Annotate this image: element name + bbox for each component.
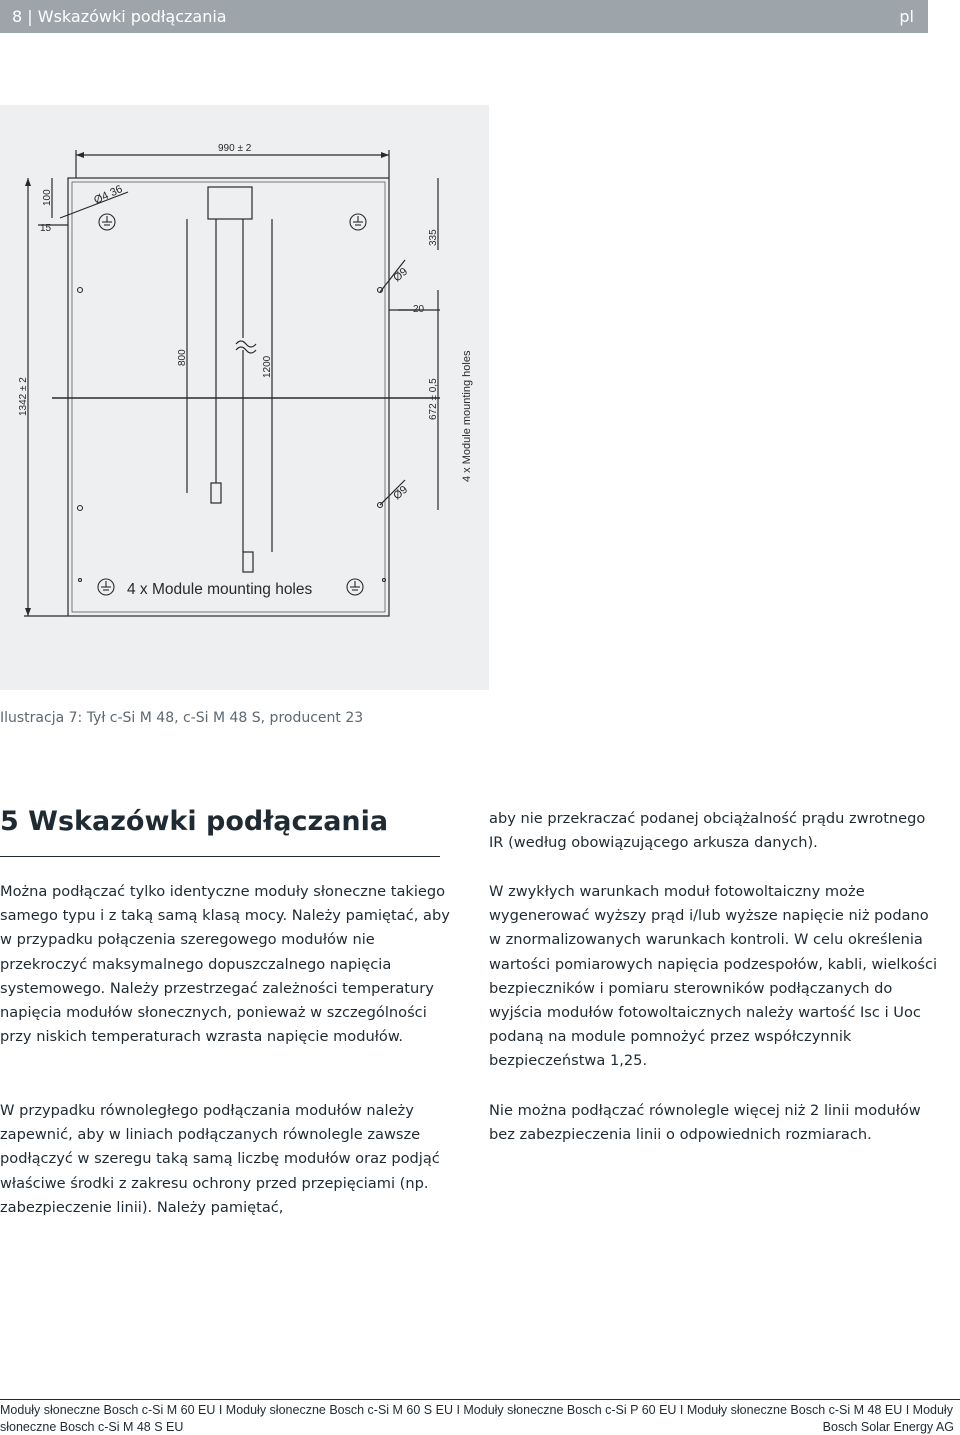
footer-products-line-2: słoneczne Bosch c-Si M 48 S EU [0, 1420, 184, 1434]
bottom-mounting-label: 4 x Module mounting holes [127, 581, 313, 598]
right-paragraph-3: Nie można podłączać równolegle więcej niż 2 linii modułów bez zabezpieczenia linii o odpowiednich rozmiarach. [489, 1102, 921, 1144]
section-divider [0, 856, 440, 857]
right-paragraph-1: aby nie przekraczać podanej obciążalność prądu zwrotnego IR (według obowiązującego arkusza danych). [489, 810, 926, 852]
dim-hole: Ø4 36 [92, 183, 125, 207]
dim-width: 990 ± 2 [218, 143, 252, 154]
left-paragraph-2: W przypadku równoległego podłączania modułów należy zapewnić, aby w liniach podłączanych równolegle zawsze podłączyć w szeregu taką samą liczbę modułów oraz podjąć właściwe środki z zakresu ochrony przed przepięciami (np. zabezpieczenie linii). Należy pamiętać, [0, 1102, 440, 1216]
dim-20: 20 [413, 304, 425, 315]
dim-d9-bottom: Ø9 [391, 483, 411, 503]
section-title: 5 Wskazówki podłączania [0, 806, 389, 837]
dim-height: 1342 ± 2 [18, 377, 29, 416]
dim-335: 335 [428, 229, 439, 246]
dim-100: 100 [42, 189, 53, 206]
right-paragraph-2: W zwykłych warunkach moduł fotowoltaiczny może wygenerować wyższy prąd i/lub wyższe napięcie niż podano w znormalizowanych warunkach kontroli. W celu określenia wartości pomiarowych napięcia podzespołów, kabli, wielkości bezpieczników i pomiaru sterowników podłączanych do wyjścia modułów fotowoltaicznych należy wartość Isc i Uoc podaną na module pomnożyć przez współczynnik bezpieczeństwa 1,25. [489, 883, 938, 1070]
left-paragraph-1: Można podłączać tylko identyczne moduły słoneczne takiego samego typu i z taką samą klasą mocy. Należy pamiętać, aby w przypadku połączenia szeregowego modułów nie przekroczyć maksymalnego dopuszczalnego napięcia systemowego. Należy przestrzegać zależności temperatury napięcia modułów słonecznych, ponieważ w szczególności przy niskich temperaturach wzrasta napięcie modułów. [0, 883, 450, 1046]
module-back-drawing [0, 105, 489, 690]
dim-672: 672 ± 0,5 [428, 378, 439, 420]
footer-divider [0, 1399, 960, 1400]
dim-800: 800 [177, 349, 188, 366]
dim-1200: 1200 [262, 355, 273, 378]
dim-d9-top: Ø9 [391, 265, 411, 285]
figure-caption: Ilustracja 7: Tył c-Si M 48, c-Si M 48 S, producent 23 [0, 710, 364, 726]
footer-company: Bosch Solar Energy AG [822, 1420, 954, 1434]
page-header-title: 8 | Wskazówki podłączania [12, 7, 227, 26]
header-bar [0, 0, 928, 33]
language-code: pl [899, 7, 914, 26]
footer-products-line-1: Moduły słoneczne Bosch c-Si M 60 EU I Moduły słoneczne Bosch c-Si M 60 S EU I Moduły słoneczne Bosch c-Si P 60 EU I Moduły słoneczne Bosch c-Si M 48 EU I Moduły [0, 1403, 953, 1417]
dim-15: 15 [40, 223, 52, 234]
vertical-mounting-label: 4 x Module mounting holes [461, 350, 473, 482]
